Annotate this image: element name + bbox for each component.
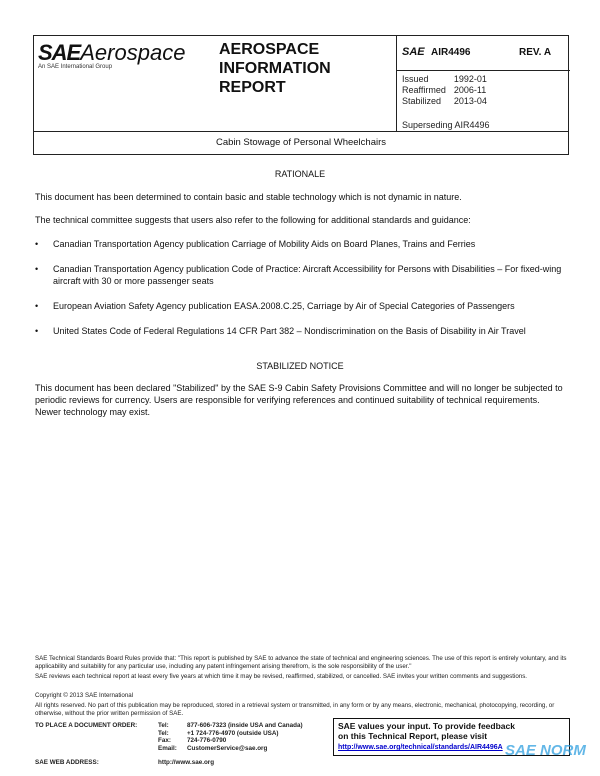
feedback-text: on this Technical Report, please visit bbox=[338, 731, 488, 741]
date-value: 1992-01 bbox=[453, 74, 487, 84]
watermark-logo: SAE NORM bbox=[505, 742, 586, 759]
document-number: AIR4496 bbox=[431, 47, 471, 58]
logo-word: Aerospace bbox=[80, 40, 186, 65]
footer-copyright: Copyright © 2013 SAE International bbox=[35, 692, 134, 699]
date-value: 2006-11 bbox=[453, 85, 487, 95]
contact-value: 724-776-0790 bbox=[187, 737, 227, 744]
date-row bbox=[402, 96, 495, 107]
contact-labels bbox=[158, 722, 177, 752]
superseding: Superseding AIR4496 bbox=[402, 120, 490, 130]
divider bbox=[34, 131, 568, 132]
doc-type-line: REPORT bbox=[219, 79, 286, 96]
footer-review: SAE reviews each technical report at least every five years at which time it may be revised, reaffirmed, stabilized, or cancelled. SAE invites your written comments and suggestions. bbox=[35, 673, 528, 680]
contact-value: +1 724-776-4970 (outside USA) bbox=[187, 729, 279, 737]
doc-type-line: INFORMATION bbox=[219, 60, 331, 77]
contact-label: Fax: bbox=[158, 737, 171, 744]
document-type bbox=[219, 40, 331, 97]
date-label: Issued bbox=[402, 74, 429, 84]
divider bbox=[396, 36, 397, 131]
list-item: • Canadian Transportation Agency publication Carriage of Mobility Aids on Board Planes, Trains and Ferries bbox=[35, 238, 565, 250]
date-row bbox=[402, 74, 495, 85]
feedback-link[interactable]: http://www.sae.org/technical/standards/AIR4496A bbox=[338, 744, 503, 751]
footer-rights: All rights reserved. No part of this publication may be reproduced, stored in a retrieval system or transmitted, in any form or by any means, electronic, mechanical, photocopying, recording, or otherwise, without the prior written permission of SAE. bbox=[35, 702, 555, 717]
contact-label: Tel: bbox=[158, 729, 169, 737]
divider bbox=[396, 70, 570, 71]
email-link[interactable]: CustomerService@sae.org bbox=[187, 744, 268, 752]
sae-mark: SAE bbox=[402, 46, 425, 58]
date-row bbox=[402, 85, 495, 96]
sae-aerospace-logo bbox=[38, 40, 185, 66]
document-title: Cabin Stowage of Personal Wheelchairs bbox=[215, 137, 387, 148]
date-label: Stabilized bbox=[402, 96, 442, 106]
logo-subtitle: An SAE International Group bbox=[38, 64, 113, 70]
date-value: 2013-04 bbox=[453, 96, 487, 106]
logo-brand: SAE bbox=[38, 40, 81, 65]
rationale-paragraph: This document has been determined to contain basic and stable technology which is not dynamic in nature. bbox=[35, 192, 462, 202]
rationale-paragraph: The technical committee suggests that users also refer to the following for additional standards and guidance: bbox=[35, 215, 471, 225]
list-item: • United States Code of Federal Regulations 14 CFR Part 382 – Nondiscrimination on the Basis of Disability in Air Travel bbox=[35, 325, 565, 337]
stabilized-heading: STABILIZED NOTICE bbox=[256, 361, 344, 371]
web-label: SAE WEB ADDRESS: bbox=[35, 759, 99, 766]
contact-value: 877-606-7323 (inside USA and Canada) bbox=[187, 722, 303, 729]
rationale-heading: RATIONALE bbox=[274, 169, 326, 179]
revision: REV. A bbox=[519, 47, 552, 58]
list-item: • Canadian Transportation Agency publication Code of Practice: Aircraft Accessibility for Persons with Disabilities – For fixed-wing aircraft with 30 or more passenger seats bbox=[35, 263, 565, 287]
stabilized-paragraph: This document has been declared "Stabilized" by the SAE S-9 Cabin Safety Provisions Committee and will no longer be subjected to periodic reviews for currency. Users are responsible for verifying references and continued suitability of technical requirements. Newer technology may exist. bbox=[35, 383, 563, 417]
order-label: TO PLACE A DOCUMENT ORDER: bbox=[35, 722, 138, 729]
document-header bbox=[33, 35, 569, 155]
contact-label: Email: bbox=[158, 744, 177, 752]
feedback-text: SAE values your input. To provide feedback bbox=[338, 721, 515, 731]
doc-type-line: AEROSPACE bbox=[219, 41, 320, 58]
footer-rules: SAE Technical Standards Board Rules provide that: "This report is published by SAE to advance the state of technical and engineering sciences. The use of this report is entirely voluntary, and its applicability and suitability for any particular use, including any patent infringement arising therefrom, is the sole responsibility of the user." bbox=[35, 655, 567, 670]
date-label: Reaffirmed bbox=[402, 85, 446, 95]
list-item: • European Aviation Safety Agency publication EASA.2008.C.25, Carriage by Air of Special Categories of Passengers bbox=[35, 300, 565, 312]
contact-label: Tel: bbox=[158, 722, 169, 729]
contact-values bbox=[187, 722, 303, 752]
web-link[interactable]: http://www.sae.org bbox=[158, 759, 215, 766]
dates-table bbox=[402, 74, 495, 107]
